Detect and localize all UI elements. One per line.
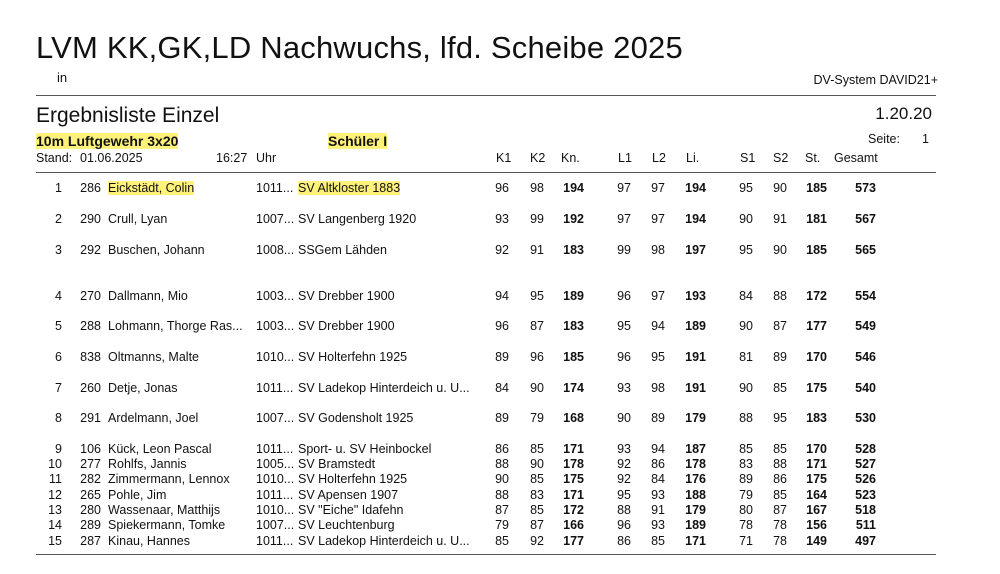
cell-k2: 90: [530, 381, 544, 395]
cell-k1: 88: [495, 457, 509, 471]
cell-club: SV Apensen 1907: [298, 488, 399, 502]
cell-kn: 192: [563, 212, 584, 226]
cell-s1: 81: [739, 350, 753, 364]
cell-l1: 92: [617, 472, 631, 486]
cell-k1: 79: [495, 518, 509, 532]
cell-name: Kück, Leon Pascal: [108, 442, 212, 456]
cell-club: SV Ladekop Hinterdeich u. U...: [298, 534, 470, 548]
cell-l2: 95: [651, 350, 665, 364]
cell-s2: 78: [773, 518, 787, 532]
cell-code: 1007...: [256, 411, 295, 425]
cell-l2: 84: [651, 472, 665, 486]
cell-place: 4: [55, 289, 62, 303]
cell-club: SV "Eiche" Idafehn: [298, 503, 404, 517]
cell-code: 1010...: [256, 350, 295, 364]
cell-li: 189: [685, 518, 706, 532]
col-li: Li.: [686, 151, 700, 165]
cell-li: 171: [685, 534, 706, 548]
cell-place: 7: [55, 381, 62, 395]
cell-kn: 183: [563, 243, 584, 257]
cell-name: Spiekermann, Tomke: [108, 518, 226, 532]
cell-num: 270: [80, 289, 101, 303]
cell-s2: 85: [773, 488, 787, 502]
cell-s2: 78: [773, 534, 787, 548]
cell-k2: 79: [530, 411, 544, 425]
cell-s1: 90: [739, 381, 753, 395]
cell-kn: 183: [563, 319, 584, 333]
cell-l2: 85: [651, 534, 665, 548]
cell-name: Pohle, Jim: [108, 488, 167, 502]
cell-club: SV Bramstedt: [298, 457, 376, 471]
cell-s1: 79: [739, 488, 753, 502]
cell-club: Sport- u. SV Heinbockel: [298, 442, 432, 456]
cell-l1: 86: [617, 534, 631, 548]
stand-label: Stand:: [36, 151, 73, 165]
table-row: [0, 518, 1000, 533]
cell-s1: 78: [739, 518, 753, 532]
cell-total: 511: [855, 518, 876, 532]
cell-num: 277: [80, 457, 101, 471]
cell-total: 527: [855, 457, 876, 471]
cell-kn: 177: [563, 534, 584, 548]
cell-l1: 96: [617, 350, 631, 364]
cell-k1: 84: [495, 381, 509, 395]
cell-code: 1011...: [256, 488, 294, 502]
cell-k1: 94: [495, 289, 509, 303]
cell-l2: 97: [651, 181, 665, 195]
cell-st: 175: [806, 381, 827, 395]
cell-club: SSGem Lähden: [298, 243, 387, 257]
top-divider: [36, 95, 936, 96]
cell-k2: 96: [530, 350, 544, 364]
cell-code: 1011...: [256, 442, 294, 456]
cell-k1: 96: [495, 319, 509, 333]
col-s2: S2: [773, 151, 789, 165]
cell-li: 178: [685, 457, 706, 471]
cell-place: 10: [48, 457, 62, 471]
cell-k2: 85: [530, 472, 544, 486]
cell-name: Wassenaar, Matthijs: [108, 503, 221, 517]
cell-l1: 96: [617, 289, 631, 303]
cell-l2: 98: [651, 243, 665, 257]
cell-s2: 95: [773, 411, 787, 425]
cell-num: 265: [80, 488, 101, 502]
cell-num: 290: [80, 212, 101, 226]
cell-total: 565: [855, 243, 876, 257]
cell-place: 1: [55, 181, 62, 195]
cell-st: 167: [806, 503, 827, 517]
cell-s1: 88: [739, 411, 753, 425]
cell-k1: 90: [495, 472, 509, 486]
cell-st: 175: [806, 472, 827, 486]
cell-total: 497: [855, 534, 876, 548]
cell-code: 1011...: [256, 381, 294, 395]
cell-num: 288: [80, 319, 101, 333]
col-kn: Kn.: [561, 151, 580, 165]
cell-l2: 97: [651, 289, 665, 303]
cell-code: 1011...: [256, 181, 294, 195]
cell-place: 11: [49, 472, 62, 486]
cell-total: 523: [855, 488, 876, 502]
cell-li: 187: [685, 442, 706, 456]
cell-li: 179: [685, 503, 706, 517]
cell-s1: 95: [739, 181, 753, 195]
cell-li: 176: [685, 472, 706, 486]
table-row: [0, 319, 1000, 334]
page-number: 1: [922, 132, 929, 146]
cell-k1: 92: [495, 243, 509, 257]
cell-l2: 98: [651, 381, 665, 395]
cell-l1: 96: [617, 518, 631, 532]
cell-club: SV Langenberg 1920: [298, 212, 417, 226]
cell-name: Crull, Lyan: [108, 212, 168, 226]
cell-st: 170: [806, 442, 827, 456]
cell-name: Kinau, Hannes: [108, 534, 191, 548]
cell-place: 9: [55, 442, 62, 456]
cell-kn: 194: [563, 181, 584, 195]
cell-s1: 90: [739, 319, 753, 333]
cell-club: SV Drebber 1900: [298, 319, 395, 333]
cell-s1: 71: [739, 534, 753, 548]
cell-li: 189: [685, 319, 706, 333]
cell-place: 14: [48, 518, 62, 532]
col-l1: L1: [618, 151, 632, 165]
cell-l1: 92: [617, 457, 631, 471]
cell-name: Rohlfs, Jannis: [108, 457, 187, 471]
cell-k1: 85: [495, 534, 509, 548]
cell-kn: 168: [563, 411, 584, 425]
cell-place: 12: [48, 488, 62, 502]
cell-num: 291: [80, 411, 101, 425]
cell-li: 194: [685, 212, 706, 226]
col-s1: S1: [740, 151, 756, 165]
cell-li: 191: [685, 350, 706, 364]
cell-kn: 171: [563, 488, 584, 502]
cell-total: 549: [855, 319, 876, 333]
stand-time: 16:27: [216, 151, 248, 165]
cell-st: 171: [806, 457, 827, 471]
cell-s2: 88: [773, 289, 787, 303]
cell-place: 6: [55, 350, 62, 364]
stand-unit: Uhr: [256, 151, 277, 165]
cell-k2: 95: [530, 289, 544, 303]
cell-st: 172: [806, 289, 827, 303]
cell-name: Oltmanns, Malte: [108, 350, 200, 364]
table-row: [0, 212, 1000, 227]
version-label: 1.20.20: [875, 104, 932, 123]
cell-place: 5: [55, 319, 62, 333]
system-label: DV-System DAVID21+: [813, 73, 938, 87]
cell-k2: 87: [530, 319, 544, 333]
cell-k1: 86: [495, 442, 509, 456]
table-row: [0, 442, 1000, 457]
cell-code: 1007...: [256, 518, 295, 532]
report-subtitle: Ergebnisliste Einzel: [36, 104, 220, 127]
cell-name: Lohmann, Thorge Ras...: [108, 319, 243, 333]
cell-num: 289: [80, 518, 101, 532]
cell-l1: 93: [617, 381, 631, 395]
table-row: [0, 350, 1000, 365]
cell-total: 573: [855, 181, 876, 195]
cell-l1: 93: [617, 442, 631, 456]
cell-l2: 97: [651, 212, 665, 226]
cell-st: 164: [806, 488, 827, 502]
cell-l2: 86: [651, 457, 665, 471]
cell-l2: 91: [651, 503, 665, 517]
cell-l1: 95: [617, 488, 631, 502]
cell-kn: 175: [563, 472, 584, 486]
cell-num: 280: [80, 503, 101, 517]
cell-num: 292: [80, 243, 101, 257]
table-row: [0, 503, 1000, 518]
bottom-divider: [36, 554, 936, 555]
cell-st: 177: [806, 319, 827, 333]
cell-club: SV Holterfehn 1925: [298, 472, 408, 486]
class-label: Schüler I: [328, 133, 388, 149]
cell-s2: 90: [773, 243, 787, 257]
cell-k1: 87: [495, 503, 509, 517]
cell-total: 546: [855, 350, 876, 364]
cell-s2: 87: [773, 319, 787, 333]
cell-k1: 88: [495, 488, 509, 502]
cell-k2: 91: [530, 243, 544, 257]
table-row: [0, 181, 1000, 196]
cell-club: SV Holterfehn 1925: [298, 350, 408, 364]
cell-code: 1007...: [256, 212, 295, 226]
table-row: [0, 243, 1000, 258]
cell-name: Ardelmann, Joel: [108, 411, 199, 425]
cell-s2: 85: [773, 381, 787, 395]
cell-name: Zimmermann, Lennox: [108, 472, 230, 486]
cell-code: 1010...: [256, 472, 295, 486]
cell-code: 1005...: [256, 457, 295, 471]
cell-code: 1010...: [256, 503, 295, 517]
header-divider: [36, 172, 936, 173]
cell-place: 2: [55, 212, 62, 226]
cell-kn: 178: [563, 457, 584, 471]
cell-total: 540: [855, 381, 876, 395]
cell-li: 179: [685, 411, 706, 425]
page-label: Seite:: [868, 132, 900, 146]
cell-l1: 90: [617, 411, 631, 425]
cell-num: 106: [80, 442, 101, 456]
table-row: [0, 534, 1000, 549]
cell-total: 554: [855, 289, 876, 303]
cell-club: SV Ladekop Hinterdeich u. U...: [298, 381, 470, 395]
cell-club: SV Godensholt 1925: [298, 411, 414, 425]
cell-num: 282: [80, 472, 101, 486]
cell-l2: 94: [651, 442, 665, 456]
cell-total: 567: [855, 212, 876, 226]
cell-code: 1003...: [256, 319, 295, 333]
cell-s2: 90: [773, 181, 787, 195]
cell-s1: 85: [739, 442, 753, 456]
location-label: in: [57, 70, 68, 85]
cell-s2: 85: [773, 442, 787, 456]
cell-k1: 89: [495, 411, 509, 425]
cell-s1: 89: [739, 472, 753, 486]
cell-l2: 89: [651, 411, 665, 425]
cell-k1: 93: [495, 212, 509, 226]
cell-st: 185: [806, 181, 827, 195]
col-st: St.: [805, 151, 821, 165]
table-row: [0, 289, 1000, 304]
cell-s2: 89: [773, 350, 787, 364]
cell-kn: 172: [563, 503, 584, 517]
cell-kn: 185: [563, 350, 584, 364]
cell-place: 13: [48, 503, 62, 517]
cell-s1: 80: [739, 503, 753, 517]
cell-club: SV Leuchtenburg: [298, 518, 395, 532]
cell-l1: 88: [617, 503, 631, 517]
cell-kn: 189: [563, 289, 584, 303]
col-l2: L2: [652, 151, 666, 165]
col-k2: K2: [530, 151, 546, 165]
cell-place: 3: [55, 243, 62, 257]
cell-num: 260: [80, 381, 101, 395]
cell-st: 149: [806, 534, 827, 548]
cell-k2: 83: [530, 488, 544, 502]
cell-st: 156: [806, 518, 827, 532]
cell-st: 183: [806, 411, 827, 425]
cell-code: 1008...: [256, 243, 295, 257]
report-title: LVM KK,GK,LD Nachwuchs, lfd. Scheibe 2025: [36, 30, 683, 65]
cell-total: 518: [855, 503, 876, 517]
cell-li: 194: [685, 181, 706, 195]
cell-name: Dallmann, Mio: [108, 289, 188, 303]
cell-k2: 92: [530, 534, 544, 548]
cell-total: 528: [855, 442, 876, 456]
cell-num: 838: [80, 350, 101, 364]
cell-code: 1003...: [256, 289, 295, 303]
cell-l1: 95: [617, 319, 631, 333]
cell-l2: 93: [651, 518, 665, 532]
cell-l1: 97: [617, 181, 631, 195]
cell-num: 286: [80, 181, 101, 195]
cell-s1: 90: [739, 212, 753, 226]
cell-s1: 83: [739, 457, 753, 471]
cell-s2: 91: [773, 212, 787, 226]
cell-k2: 87: [530, 518, 544, 532]
table-row: [0, 488, 1000, 503]
cell-s2: 88: [773, 457, 787, 471]
cell-s2: 87: [773, 503, 787, 517]
cell-kn: 174: [563, 381, 584, 395]
cell-k2: 90: [530, 457, 544, 471]
cell-name: Buschen, Johann: [108, 243, 205, 257]
cell-st: 185: [806, 243, 827, 257]
cell-kn: 166: [563, 518, 584, 532]
cell-l1: 97: [617, 212, 631, 226]
cell-place: 15: [48, 534, 62, 548]
cell-k1: 89: [495, 350, 509, 364]
cell-li: 188: [685, 488, 706, 502]
cell-club: SV Drebber 1900: [298, 289, 395, 303]
col-total: Gesamt: [834, 151, 878, 165]
cell-l1: 99: [617, 243, 631, 257]
cell-club: SV Altkloster 1883: [298, 181, 401, 195]
cell-k2: 98: [530, 181, 544, 195]
cell-total: 526: [855, 472, 876, 486]
cell-code: 1011...: [256, 534, 294, 548]
discipline-label: 10m Luftgewehr 3x20: [36, 133, 179, 149]
cell-s1: 95: [739, 243, 753, 257]
col-k1: K1: [496, 151, 512, 165]
cell-li: 197: [685, 243, 706, 257]
cell-kn: 171: [563, 442, 584, 456]
table-row: [0, 472, 1000, 487]
cell-s1: 84: [739, 289, 753, 303]
cell-name: Detje, Jonas: [108, 381, 178, 395]
cell-k2: 99: [530, 212, 544, 226]
cell-k2: 85: [530, 442, 544, 456]
stand-date: 01.06.2025: [80, 151, 143, 165]
cell-total: 530: [855, 411, 876, 425]
cell-name: Eickstädt, Colin: [108, 181, 195, 195]
cell-l2: 94: [651, 319, 665, 333]
table-row: [0, 411, 1000, 426]
cell-st: 181: [806, 212, 827, 226]
cell-k1: 96: [495, 181, 509, 195]
table-row: [0, 457, 1000, 472]
cell-k2: 85: [530, 503, 544, 517]
cell-num: 287: [80, 534, 101, 548]
cell-l2: 93: [651, 488, 665, 502]
cell-li: 193: [685, 289, 706, 303]
cell-place: 8: [55, 411, 62, 425]
cell-s2: 86: [773, 472, 787, 486]
cell-li: 191: [685, 381, 706, 395]
table-row: [0, 381, 1000, 396]
cell-st: 170: [806, 350, 827, 364]
